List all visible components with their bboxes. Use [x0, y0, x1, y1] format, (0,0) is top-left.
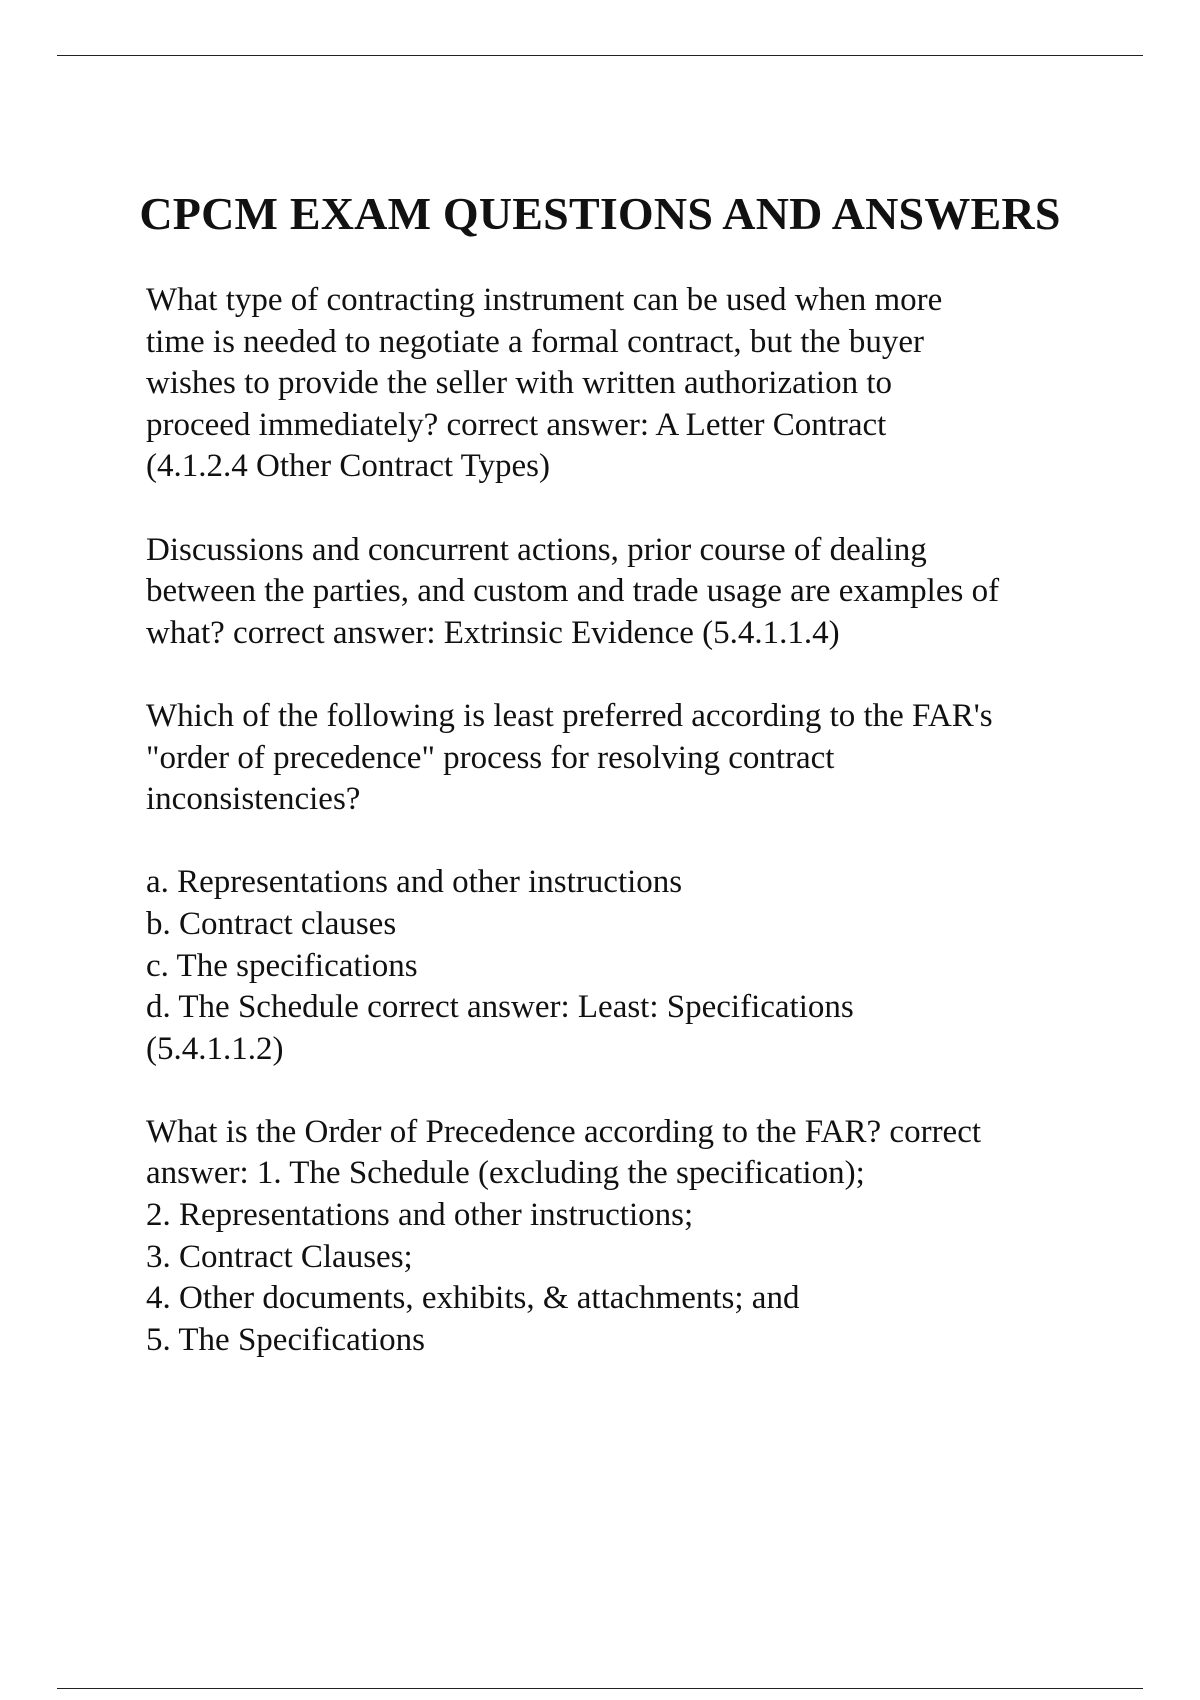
- document-title: CPCM EXAM QUESTIONS AND ANSWERS: [139, 188, 1061, 239]
- header-divider: [57, 55, 1143, 56]
- question-3-options: a. Representations and other instructions b. Contract clauses c. The specifications d. The Schedule correct answer: Least: Specifications (5.4.1.1.2): [146, 864, 854, 1067]
- question-2: Discussions and concurrent actions, prior course of dealing between the parties, and custom and trade usage are examples of what? correct answer: Extrinsic Evidence (5.4.1.1.4): [146, 531, 1000, 651]
- document-body: [146, 280, 1106, 1361]
- footer-divider: [57, 1688, 1143, 1689]
- question-1: What type of contracting instrument can be used when more time is needed to negotiate a formal contract, but the buyer wishes to provide the seller with written authorization to proceed immediately? correct answer: A Letter Contract (4.1.2.4 Other Contract Types): [146, 282, 943, 485]
- question-3: Which of the following is least preferred according to the FAR's "order of precedence" process for resolving contract inconsistencies?: [146, 697, 993, 818]
- question-4: What is the Order of Precedence according to the FAR? correct answer: 1. The Schedule (excluding the specification); 2. Representations and other instructions; 3. Contract Clauses; 4. Other documents, exhibits, & attachments; and 5. The Specifications: [146, 1113, 982, 1358]
